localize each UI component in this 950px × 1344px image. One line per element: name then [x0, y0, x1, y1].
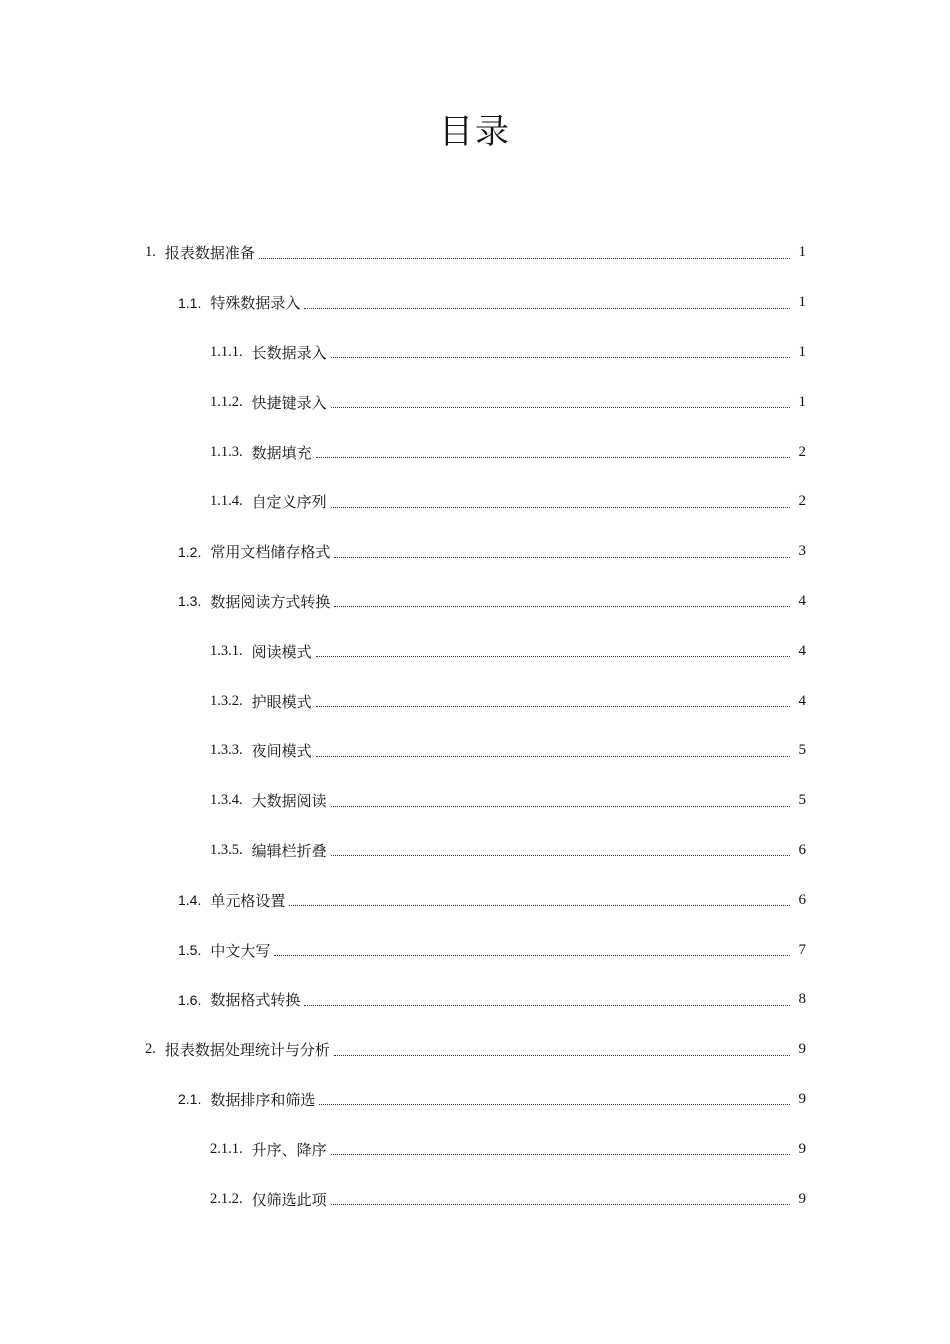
toc-entry-page-number: 1	[798, 393, 806, 410]
dot-leader	[304, 307, 790, 309]
toc-entry-number: 1.5.	[178, 942, 202, 959]
toc-entry-label: 数据填充	[251, 443, 312, 462]
toc-entry[interactable]	[0, 278, 950, 328]
toc-entry-label: 阅读模式	[251, 642, 312, 661]
toc-entry[interactable]	[0, 228, 950, 278]
table-of-contents	[0, 228, 950, 1224]
toc-entry[interactable]	[0, 477, 950, 527]
dot-leader	[331, 406, 790, 408]
toc-entry-number: 2.1.2.	[210, 1190, 243, 1207]
toc-entry-number: 1.1.2.	[210, 393, 243, 410]
toc-entry-number: 1.4.	[178, 892, 202, 909]
toc-entry-label: 护眼模式	[251, 692, 312, 711]
dot-leader	[304, 1004, 790, 1006]
toc-entry[interactable]	[0, 577, 950, 627]
toc-entry-number: 1.3.	[178, 593, 202, 610]
toc-entry-label: 自定义序列	[251, 493, 327, 512]
toc-entry-number: 1.	[145, 244, 156, 261]
toc-entry-number: 1.3.3.	[210, 742, 243, 759]
toc-entry-number: 1.3.5.	[210, 841, 243, 858]
toc-entry-label: 报表数据准备	[164, 244, 255, 263]
toc-entry-page-number: 2	[798, 443, 806, 460]
toc-entry-label: 数据阅读方式转换	[210, 592, 331, 611]
toc-entry-label: 大数据阅读	[251, 792, 327, 811]
toc-entry[interactable]	[0, 427, 950, 477]
toc-entry[interactable]	[0, 875, 950, 925]
dot-leader	[316, 705, 790, 707]
dot-leader	[331, 506, 790, 508]
toc-entry-number: 1.2.	[178, 543, 202, 560]
dot-leader	[331, 854, 790, 856]
dot-leader	[331, 805, 790, 807]
toc-entry[interactable]	[0, 1124, 950, 1174]
toc-entry-page-number: 6	[798, 841, 806, 858]
dot-leader	[331, 1153, 790, 1155]
dot-leader	[289, 904, 790, 906]
toc-entry-label: 报表数据处理统计与分析	[164, 1041, 330, 1060]
toc-entry-page-number: 3	[798, 543, 806, 560]
dot-leader	[334, 1054, 790, 1056]
dot-leader	[259, 257, 790, 259]
toc-entry-label: 长数据录入	[251, 343, 327, 362]
toc-entry[interactable]	[0, 826, 950, 876]
dot-leader	[316, 655, 790, 657]
toc-entry[interactable]	[0, 726, 950, 776]
toc-entry-number: 1.3.4.	[210, 792, 243, 809]
toc-entry-page-number: 5	[798, 742, 806, 759]
toc-entry-number: 2.1.	[178, 1091, 202, 1108]
dot-leader	[334, 556, 790, 558]
dot-leader	[316, 755, 790, 757]
toc-entry-number: 1.1.	[178, 294, 202, 311]
dot-leader	[316, 456, 790, 458]
toc-entry-number: 2.	[145, 1041, 156, 1058]
dot-leader	[331, 1203, 790, 1205]
dot-leader	[331, 356, 790, 358]
toc-entry-number: 1.6.	[178, 991, 202, 1008]
toc-entry-number: 1.1.3.	[210, 443, 243, 460]
toc-entry-label: 特殊数据录入	[210, 294, 301, 313]
toc-entry-label: 数据格式转换	[210, 991, 301, 1010]
toc-entry-label: 夜间模式	[251, 742, 312, 761]
toc-entry-label: 中文大写	[210, 941, 271, 960]
toc-entry[interactable]	[0, 626, 950, 676]
toc-entry[interactable]	[0, 377, 950, 427]
dot-leader	[319, 1103, 790, 1105]
toc-entry-page-number: 5	[798, 792, 806, 809]
toc-entry-number: 1.3.2.	[210, 692, 243, 709]
toc-entry-label: 快捷键录入	[251, 393, 327, 412]
toc-entry-number: 1.1.1.	[210, 343, 243, 360]
dot-leader	[274, 954, 790, 956]
toc-entry[interactable]	[0, 328, 950, 378]
toc-entry-page-number: 9	[798, 1041, 806, 1058]
toc-entry[interactable]	[0, 1025, 950, 1075]
page-title: 目录	[439, 112, 511, 152]
toc-entry-page-number: 9	[798, 1140, 806, 1157]
toc-entry-page-number: 7	[798, 941, 806, 958]
toc-entry-label: 仅筛选此项	[251, 1190, 327, 1209]
toc-entry-page-number: 4	[798, 642, 806, 659]
toc-entry-page-number: 9	[798, 1190, 806, 1207]
toc-entry[interactable]	[0, 1075, 950, 1125]
toc-entry[interactable]	[0, 527, 950, 577]
toc-entry-number: 2.1.1.	[210, 1140, 243, 1157]
toc-entry-label: 数据排序和筛选	[210, 1090, 316, 1109]
dot-leader	[334, 605, 790, 607]
toc-entry[interactable]	[0, 676, 950, 726]
toc-entry-page-number: 9	[798, 1090, 806, 1107]
toc-entry-page-number: 1	[798, 294, 806, 311]
toc-entry-page-number: 1	[798, 244, 806, 261]
toc-entry[interactable]	[0, 1174, 950, 1224]
toc-entry[interactable]	[0, 925, 950, 975]
toc-entry-page-number: 8	[798, 991, 806, 1008]
toc-entry-page-number: 1	[798, 343, 806, 360]
toc-entry[interactable]	[0, 975, 950, 1025]
toc-entry-label: 常用文档储存格式	[210, 543, 331, 562]
toc-entry-label: 单元格设置	[210, 891, 286, 910]
toc-entry-number: 1.1.4.	[210, 493, 243, 510]
toc-entry-label: 升序、降序	[251, 1140, 327, 1159]
toc-entry[interactable]	[0, 776, 950, 826]
toc-entry-page-number: 4	[798, 592, 806, 609]
toc-entry-page-number: 4	[798, 692, 806, 709]
toc-entry-page-number: 6	[798, 891, 806, 908]
toc-entry-label: 编辑栏折叠	[251, 841, 327, 860]
toc-entry-page-number: 2	[798, 493, 806, 510]
toc-entry-number: 1.3.1.	[210, 642, 243, 659]
